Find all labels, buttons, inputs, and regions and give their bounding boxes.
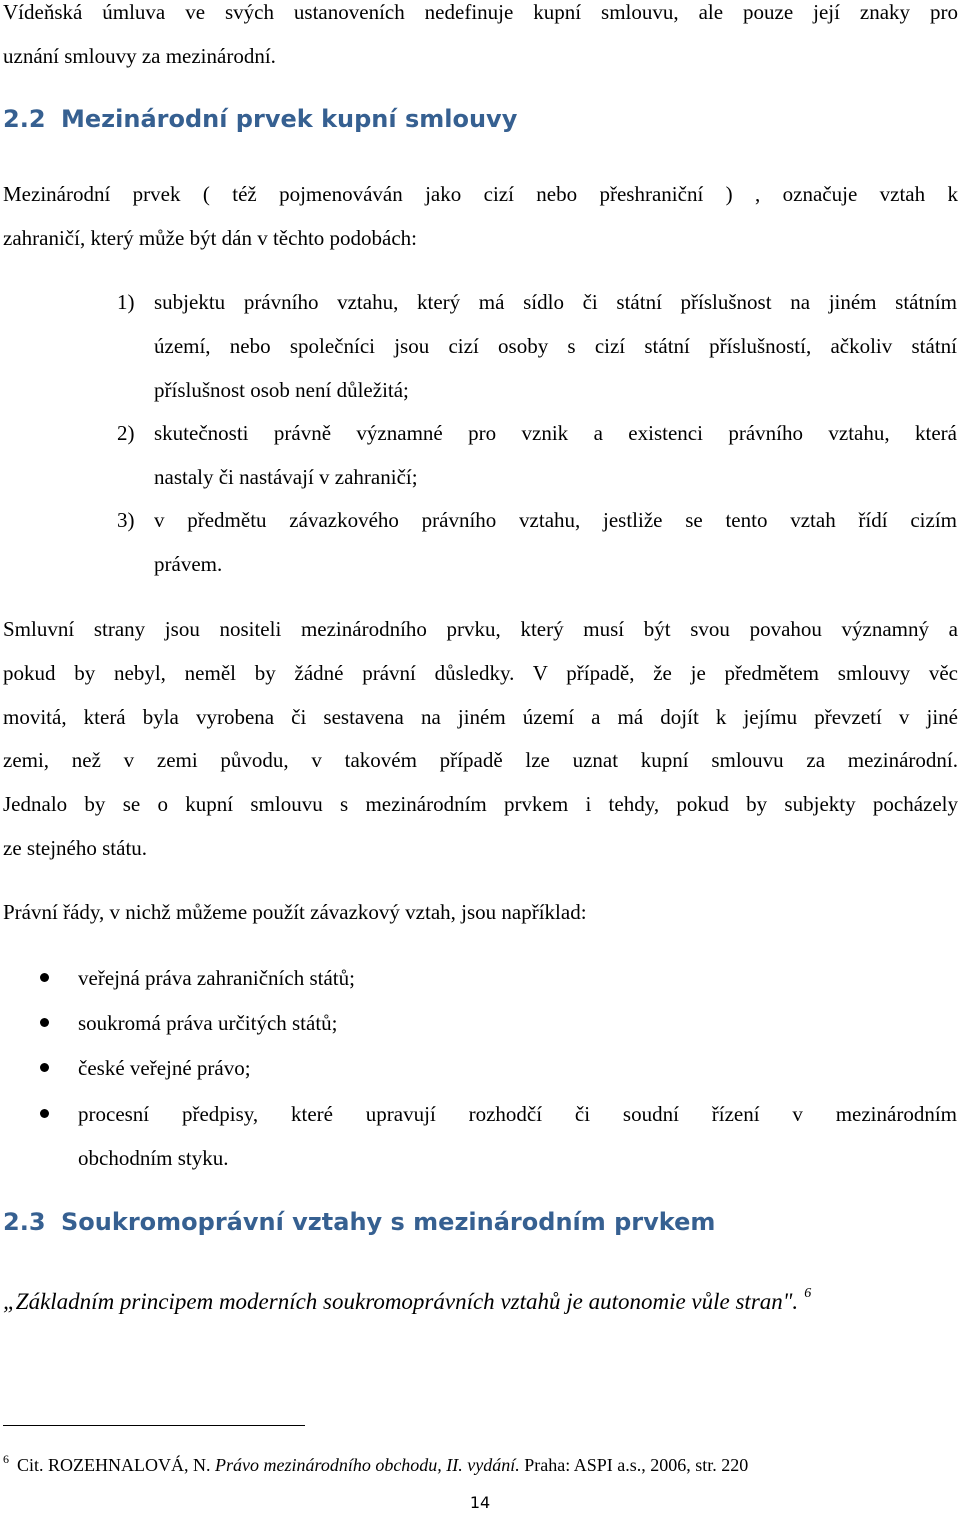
section-title: Soukromoprávní vztahy s mezinárodním prvkem: [61, 1208, 716, 1236]
paragraph-line: pokud by nebyl, neměl by žádné právní důsledky. V případě, že je předmětem smlouvy věc: [3, 661, 958, 685]
bullet-icon: [40, 1109, 49, 1118]
section-title: Mezinárodní prvek kupní smlouvy: [61, 105, 518, 133]
paragraph-line: zahraničí, který může být dán v těchto podobách:: [3, 226, 418, 250]
bullet-item-line: soukromá práva určitých států;: [78, 1011, 338, 1035]
list-number: 2): [117, 421, 135, 445]
section-number: 2.2: [3, 105, 46, 133]
bullet-icon: [40, 973, 49, 982]
footnote-prefix: Cit. ROZEHNALOVÁ, N.: [17, 1455, 215, 1475]
paragraph-line: ze stejného státu.: [3, 836, 148, 860]
footnote-mark: 6: [3, 1452, 9, 1466]
quote: [3, 1281, 811, 1315]
paragraph-line: zemi, než v zemi původu, v takovém případě lze uznat kupní smlouvu za mezinárodní.: [3, 748, 958, 772]
footnote-separator: [3, 1425, 305, 1426]
bullet-icon: [40, 1018, 49, 1027]
list-item-line: území, nebo společníci jsou cizí osoby s cizí státní příslušností, ačkoliv státní: [154, 334, 957, 358]
section-number: 2.3: [3, 1208, 46, 1236]
footnote-reference: 6: [804, 1286, 812, 1301]
bullet-icon: [40, 1063, 49, 1072]
list-item-line: subjektu právního vztahu, který má sídlo či státní příslušnost na jiném státním: [154, 290, 957, 314]
paragraph-line: Právní řády, v nichž můžeme použít závazkový vztah, jsou například:: [3, 900, 587, 924]
footnote-title: Právo mezinárodního obchodu, II. vydání.: [215, 1455, 520, 1475]
list-number: 1): [117, 290, 135, 314]
list-item-line: právem.: [154, 552, 223, 576]
bullet-item-line: veřejná práva zahraničních států;: [78, 966, 355, 990]
paragraph-line: Jednalo by se o kupní smlouvu s mezinárodním prvkem i tehdy, pokud by subjekty pocházely: [3, 792, 958, 816]
bullet-item-line: procesní předpisy, které upravují rozhodčí či soudní řízení v mezinárodním: [78, 1102, 957, 1126]
paragraph-line: Mezinárodní prvek ( též pojmenováván jako cizí nebo přeshraniční ) , označuje vztah k: [3, 182, 958, 206]
quote-text: „Základním principem moderních soukromoprávních vztahů je autonomie vůle stran".: [3, 1289, 799, 1314]
footnote: [3, 1448, 748, 1476]
paragraph-line: Smluvní strany jsou nositeli mezinárodního prvku, který musí být svou povahou významný a: [3, 617, 958, 641]
section-heading-2-2: [3, 105, 517, 133]
bullet-item-line: obchodním styku.: [78, 1146, 229, 1170]
section-heading-2-3: [3, 1208, 715, 1236]
page-number: 14: [469, 1493, 491, 1512]
paragraph-line: movitá, která byla vyrobena či sestavena na jiném území a má dojít k jejímu převzetí v jiné: [3, 705, 958, 729]
paragraph-line: Vídeňská úmluva ve svých ustanoveních nedefinuje kupní smlouvu, ale pouze její znaky pro: [3, 0, 958, 24]
list-item-line: nastaly či nastávají v zahraničí;: [154, 465, 418, 489]
bullet-item-line: české veřejné právo;: [78, 1056, 251, 1080]
paragraph-line: uznání smlouvy za mezinárodní.: [3, 44, 276, 68]
list-item-line: příslušnost osob není důležitá;: [154, 378, 409, 402]
list-number: 3): [117, 508, 135, 532]
footnote-suffix: Praha: ASPI a.s., 2006, str. 220: [519, 1455, 749, 1475]
list-item-line: v předmětu závazkového právního vztahu, jestliže se tento vztah řídí cizím: [154, 508, 957, 532]
list-item-line: skutečnosti právně významné pro vznik a existenci právního vztahu, která: [154, 421, 957, 445]
